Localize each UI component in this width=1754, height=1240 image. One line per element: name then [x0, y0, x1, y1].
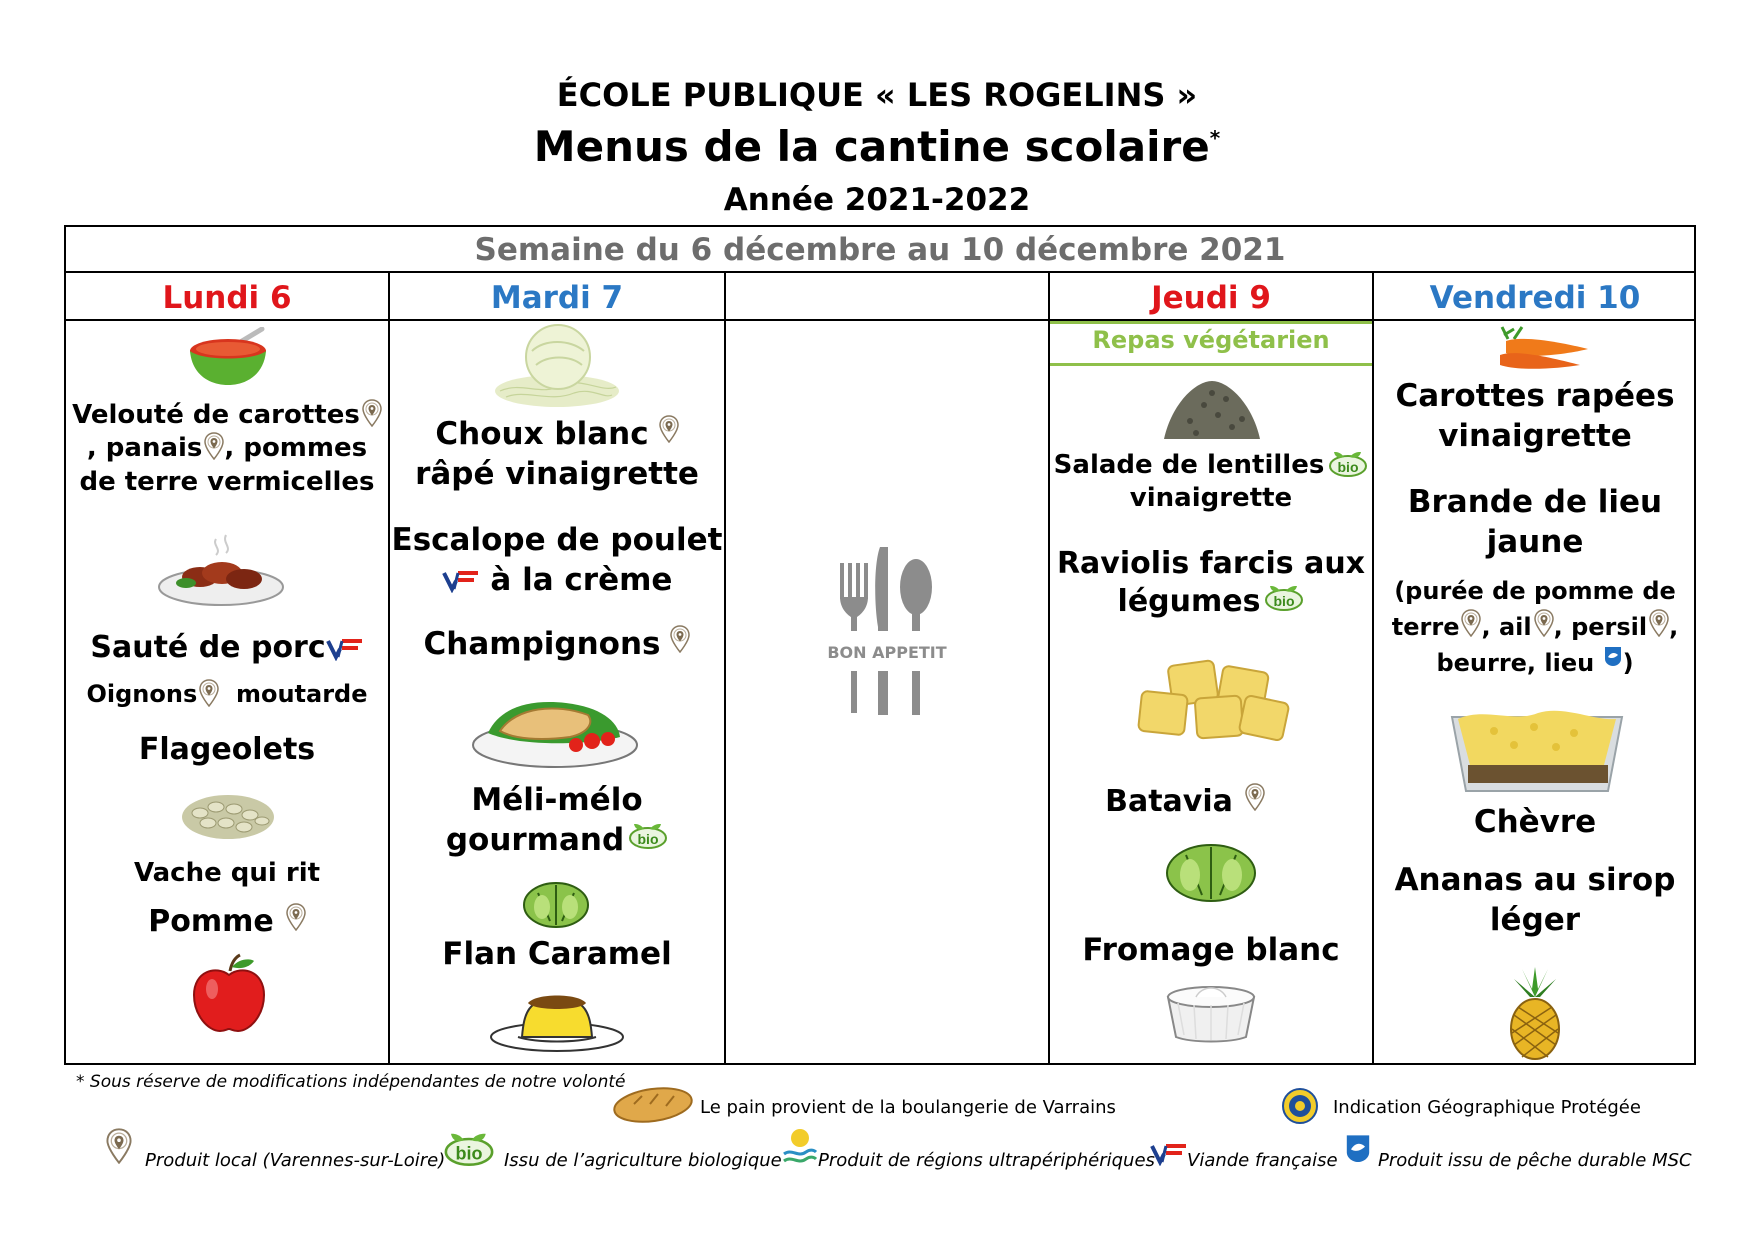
- monday-starter: [66, 399, 388, 499]
- friday-detail-2c: , persil: [1553, 613, 1648, 641]
- rup-icon: [782, 1128, 818, 1168]
- igp-legend: Indication Géographique Protégée: [1333, 1097, 1641, 1118]
- monday-main-sides: [66, 679, 388, 710]
- day-friday: Vendredi 10: [1429, 280, 1641, 316]
- banner-border: [1050, 321, 1372, 324]
- thursday-dessert: Fromage blanc: [1082, 932, 1340, 968]
- french-meat-legend: Viande française: [1187, 1150, 1338, 1171]
- local-product-icon: [286, 903, 306, 931]
- monday-side: Flageolets: [138, 732, 316, 767]
- friday-dessert-line2: léger: [1489, 901, 1581, 938]
- school-name: ÉCOLE PUBLIQUE « LES ROGELINS »: [556, 76, 1198, 114]
- local-product-icon: [1461, 609, 1481, 637]
- soup-bowl-icon: [184, 327, 276, 389]
- friday-main-line1: Brande de lieu: [1407, 484, 1663, 520]
- msc-icon: [1344, 1132, 1372, 1164]
- chicken-dish-icon: [470, 683, 640, 771]
- organic-icon: [443, 1130, 495, 1166]
- apple-icon: [190, 953, 268, 1033]
- day-tuesday: Mardi 7: [490, 280, 624, 316]
- wednesday-column: [726, 321, 1048, 1061]
- msc-icon: [1603, 645, 1623, 667]
- monday-main-line2a: Oignons: [86, 680, 198, 708]
- tuesday-side: [390, 625, 724, 665]
- flan-icon: [488, 981, 626, 1055]
- organic-icon: [1328, 449, 1368, 477]
- monday-starter-line1: Velouté de carottes: [72, 400, 360, 430]
- friday-main-detail: [1374, 573, 1696, 681]
- thursday-main-line1: Raviolis farcis aux: [1056, 546, 1366, 581]
- friday-main-line2: jaune: [1486, 523, 1584, 560]
- fish-gratin-icon: [1444, 705, 1630, 797]
- menu-table: [64, 225, 1696, 1065]
- title-asterisk: *: [1209, 126, 1221, 150]
- local-product-icon: [670, 625, 690, 653]
- local-product-icon: [1245, 783, 1265, 811]
- monday-dessert-label: Pomme: [148, 904, 274, 939]
- friday-detail-2d: ,: [1669, 613, 1679, 641]
- page-title: [0, 122, 1754, 171]
- friday-detail-2a: terre: [1391, 613, 1460, 641]
- tuesday-main-line2: à la crème: [490, 561, 673, 598]
- tuesday-cheese-line2: gourmand: [445, 821, 625, 858]
- monday-dessert: [66, 903, 388, 941]
- monday-starter-line3: de terre vermicelles: [79, 466, 375, 497]
- local-legend: Produit local (Varennes-sur-Loire): [145, 1150, 446, 1171]
- tuesday-starter-line1: Choux blanc: [435, 416, 649, 452]
- monday-cheese: Vache qui rit: [133, 858, 321, 888]
- organic-legend: Issu de l’agriculture biologique: [504, 1150, 782, 1171]
- monday-main: [66, 629, 388, 667]
- friday-starter: [1374, 377, 1696, 456]
- monday-column: [66, 321, 388, 1061]
- day-monday: Lundi 6: [162, 280, 292, 316]
- friday-detail-3b: ): [1622, 649, 1634, 677]
- local-product-icon: [199, 679, 219, 707]
- pineapple-icon: [1500, 967, 1570, 1061]
- thursday-starter-line1: Salade de lentilles: [1053, 450, 1325, 480]
- bon-appetit-text: BON APPETIT: [827, 643, 947, 662]
- tuesday-main-line1: Escalope de poulet: [391, 522, 723, 558]
- thursday-starter-line2: vinaigrette: [1129, 483, 1293, 514]
- carrot-icon: [1484, 325, 1592, 373]
- lettuce-icon: [1162, 833, 1260, 905]
- tuesday-side-label: Champignons: [423, 626, 661, 662]
- friday-cheese: Chèvre: [1473, 804, 1597, 840]
- tuesday-main: [390, 521, 724, 600]
- tuesday-column: [390, 321, 724, 1061]
- organic-icon: [628, 821, 668, 849]
- disclaimer-note: * Sous réserve de modifications indépendantes de notre volonté: [76, 1072, 626, 1092]
- msc-legend: Produit issu de pêche durable MSC: [1378, 1150, 1692, 1171]
- thursday-side: [1050, 783, 1320, 821]
- rup-legend: Produit de régions ultrapériphériques: [818, 1150, 1155, 1171]
- monday-main-line1: Sauté de porc: [90, 630, 326, 665]
- monday-starter-line2a: , panais: [86, 433, 203, 464]
- friday-dessert: [1374, 861, 1696, 940]
- friday-main: [1374, 483, 1696, 562]
- friday-starter-line1: Carottes rapées: [1395, 378, 1675, 414]
- bread-icon: [612, 1084, 694, 1126]
- ravioli-icon: [1130, 659, 1294, 741]
- friday-dessert-line1: Ananas au sirop: [1394, 862, 1676, 898]
- tuesday-starter-line2: râpé vinaigrette: [415, 455, 699, 492]
- cabbage-icon: [492, 321, 622, 409]
- french-meat-icon: [442, 569, 480, 593]
- week-title: Semaine du 6 décembre au 10 décembre 2021: [474, 232, 1286, 268]
- thursday-side-label: Batavia: [1105, 784, 1233, 819]
- local-product-icon: [1534, 609, 1554, 637]
- friday-detail-line1: (purée de pomme de: [1394, 577, 1676, 605]
- tuesday-dessert: Flan Caramel: [442, 936, 672, 972]
- thursday-column: [1050, 321, 1372, 1061]
- french-meat-icon: [326, 637, 364, 661]
- banner-border: [1050, 363, 1372, 366]
- french-meat-icon: [1150, 1142, 1188, 1166]
- igp-icon: [1282, 1088, 1318, 1124]
- tuesday-starter: [390, 415, 724, 494]
- local-product-icon: [1649, 609, 1669, 637]
- thursday-main-line2: légumes: [1117, 584, 1261, 620]
- local-product-icon: [362, 399, 382, 427]
- flageolets-icon: [178, 787, 278, 845]
- bread-legend: Le pain provient de la boulangerie de Varrains: [700, 1097, 1116, 1118]
- local-product-icon: [659, 415, 679, 443]
- lettuce-icon: [520, 873, 592, 929]
- lentils-icon: [1160, 375, 1264, 445]
- friday-detail-3a: beurre, lieu: [1436, 649, 1595, 677]
- local-product-icon: [106, 1128, 132, 1164]
- fromage-blanc-icon: [1162, 979, 1260, 1043]
- school-year: Année 2021-2022: [723, 182, 1031, 218]
- friday-starter-line2: vinaigrette: [1438, 417, 1632, 454]
- local-product-icon: [204, 432, 224, 460]
- day-thursday: Jeudi 9: [1151, 280, 1271, 316]
- tuesday-cheese-line1: Méli-mélo: [471, 782, 643, 818]
- thursday-main: [1050, 545, 1372, 622]
- friday-detail-2b: , ail: [1481, 613, 1532, 641]
- bon-appetit-logo: [822, 543, 952, 723]
- tuesday-cheese: [390, 781, 724, 860]
- title-text: Menus de la cantine scolaire: [533, 122, 1210, 171]
- friday-column: [1374, 321, 1696, 1061]
- monday-main-line2b: moutarde: [235, 680, 368, 708]
- organic-icon: [1264, 583, 1304, 611]
- monday-starter-line2b: , pommes: [224, 433, 368, 464]
- vegetarian-banner: Repas végétarien: [1092, 326, 1330, 354]
- pork-dish-icon: [156, 531, 286, 611]
- thursday-starter: [1050, 449, 1372, 516]
